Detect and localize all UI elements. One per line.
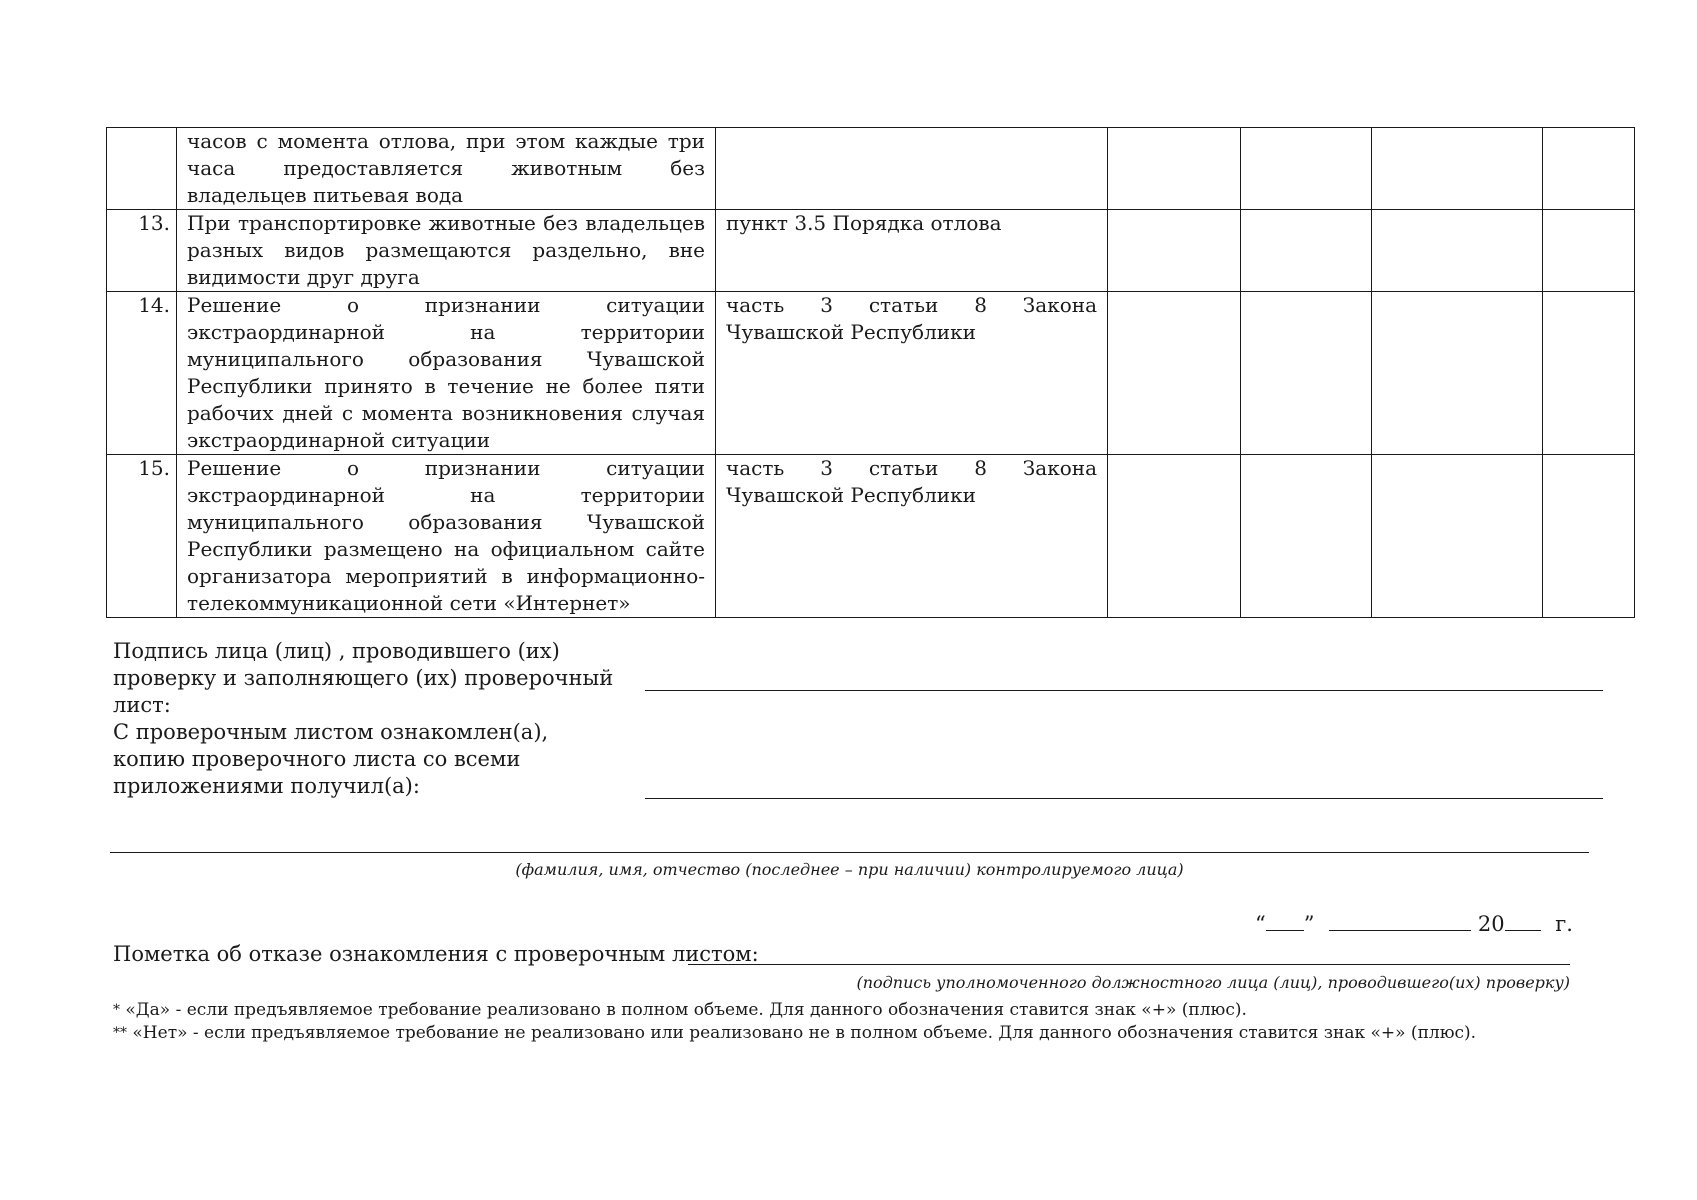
row-number: [107, 128, 177, 210]
row-number: 14.: [107, 292, 177, 455]
footnote-mark: *: [113, 1002, 120, 1018]
yes-cell[interactable]: [1108, 455, 1241, 618]
reference-cell: пункт 3.5 Порядка отлова: [716, 210, 1108, 292]
footnote-text: «Нет» - если предъявляемое требование не реализовано или реализовано не в полном объеме. Для данного обозначения ставится знак «+» (плюс).: [132, 1023, 1477, 1043]
month-blank[interactable]: [1329, 910, 1471, 931]
checklist-table: [106, 127, 1635, 618]
requirement-cell: часов с момента отлова, при этом каждые три часа предоставляется животным без владельцев питьевая вода: [177, 128, 716, 210]
note-cell[interactable]: [1543, 128, 1635, 210]
yes-cell[interactable]: [1108, 292, 1241, 455]
table-row: [107, 292, 1635, 455]
inspector-signature-label: Подпись лица (лиц) , проводившего (их) проверку и заполняющего (их) проверочный лист:: [113, 639, 614, 717]
requirement-cell: При транспортировке животные без владельцев разных видов размещаются раздельно, вне видимости друг друга: [177, 210, 716, 292]
date-close-quote: ”: [1303, 912, 1315, 936]
no-cell[interactable]: [1241, 292, 1372, 455]
requirement-cell: Решение о признании ситуации экстраординарной на территории муниципального образования Чувашской Республики принято в течение не более пяти рабочих дней с момента возникновения случая экстраординарной ситуации: [177, 292, 716, 455]
footnote-mark: **: [113, 1025, 127, 1041]
acquainted-label: С проверочным листом ознакомлен(а), копию проверочного листа со всеми приложениями получил(а):: [113, 720, 549, 798]
footnote-yes: [113, 999, 1247, 1021]
note-cell[interactable]: [1543, 455, 1635, 618]
date-field: [1255, 910, 1573, 938]
note-cell[interactable]: [1543, 210, 1635, 292]
table-row: [107, 210, 1635, 292]
date-open-quote: “: [1255, 912, 1266, 936]
table-row: [107, 128, 1635, 210]
acquainted-signature-line[interactable]: [645, 798, 1603, 799]
official-signature-caption: (подпись уполномоченного должностного лица (лиц), проводившего(их) проверку): [856, 973, 1570, 992]
no-cell[interactable]: [1241, 210, 1372, 292]
year-blank[interactable]: [1505, 910, 1541, 931]
no-cell[interactable]: [1241, 128, 1372, 210]
table-row: [107, 455, 1635, 618]
refusal-line[interactable]: [688, 964, 1570, 965]
day-blank[interactable]: [1266, 910, 1304, 931]
not-applicable-cell[interactable]: [1372, 292, 1543, 455]
year-prefix: 20: [1477, 912, 1505, 936]
footnote-no: [113, 1022, 1476, 1044]
yes-cell[interactable]: [1108, 210, 1241, 292]
requirement-cell: Решение о признании ситуации экстраординарной на территории муниципального образования Чувашской Республики размещено на официальном сайте организатора мероприятий в информационно-телекоммуникационной сети «Интернет»: [177, 455, 716, 618]
not-applicable-cell[interactable]: [1372, 210, 1543, 292]
reference-cell: часть 3 статьи 8 Закона Чувашской Республики: [716, 455, 1108, 618]
not-applicable-cell[interactable]: [1372, 128, 1543, 210]
not-applicable-cell[interactable]: [1372, 455, 1543, 618]
refusal-label: Пометка об отказе ознакомления с проверочным листом:: [113, 942, 759, 966]
no-cell[interactable]: [1241, 455, 1372, 618]
note-cell[interactable]: [1543, 292, 1635, 455]
row-number: 15.: [107, 455, 177, 618]
reference-cell: часть 3 статьи 8 Закона Чувашской Республики: [716, 292, 1108, 455]
row-number: 13.: [107, 210, 177, 292]
inspector-signature-line[interactable]: [645, 690, 1603, 691]
fio-caption: (фамилия, имя, отчество (последнее – при наличии) контролируемого лица): [515, 860, 1184, 879]
year-suffix: г.: [1555, 912, 1573, 936]
reference-cell: [716, 128, 1108, 210]
fio-line[interactable]: [110, 852, 1589, 853]
footnote-text: «Да» - если предъявляемое требование реализовано в полном объеме. Для данного обозначения ставится знак «+» (плюс).: [125, 1000, 1247, 1020]
yes-cell[interactable]: [1108, 128, 1241, 210]
